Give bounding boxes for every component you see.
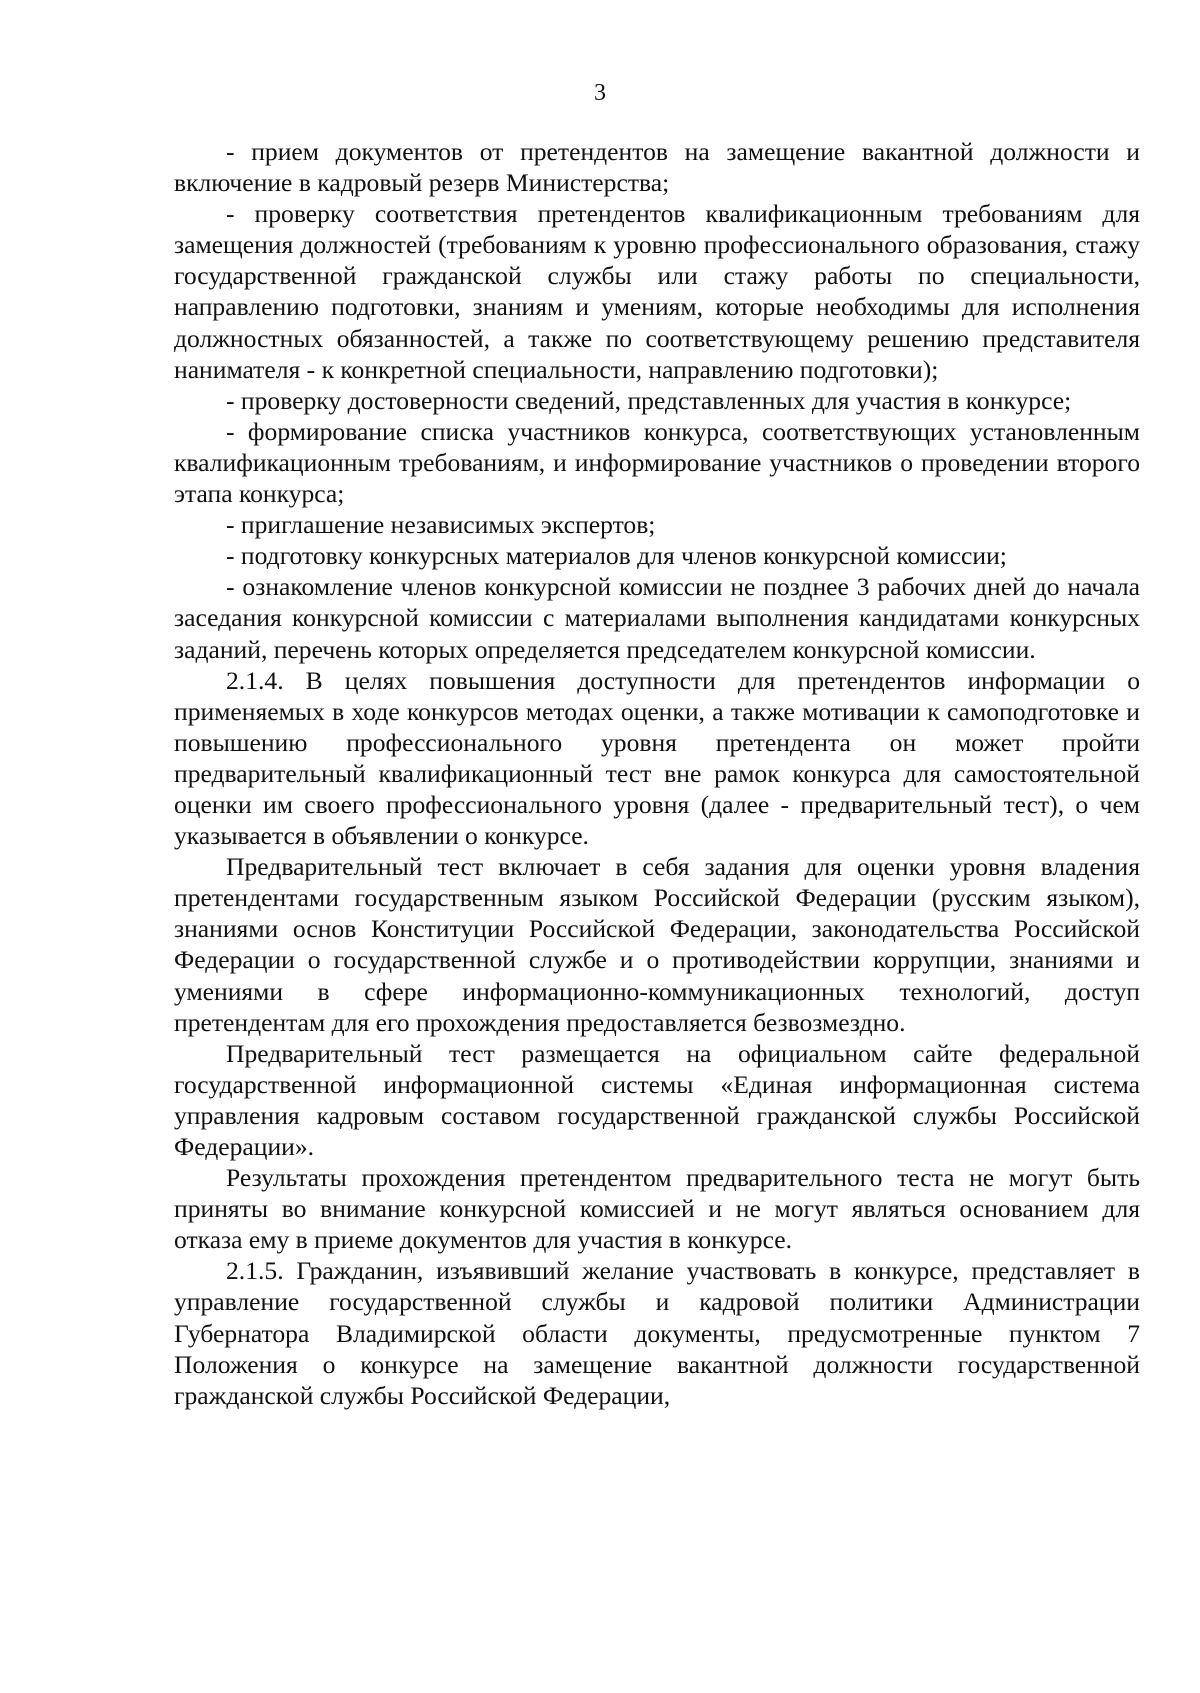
paragraph-preliminary-test-content: Предварительный тест включает в себя задания для оценки уровня владения претендентами государственным языком Российской Федерации (русским языком), знаниями основ Конституции Российской Федерации, законодательства Российской Федерации о государственной службе и о противодействии коррупции, знаниями и умениями в сфере информационно-коммуникационных технологий, доступ претендентам для его прохождения предоставляется безвозмездно. <box>174 852 1140 1037</box>
paragraph-familiarization: - ознакомление членов конкурсной комиссии не позднее 3 рабочих дней до начала заседания конкурсной комиссии с материалами выполнения кандидатами конкурсных заданий, перечень которых определяется председателем конкурсной комиссии. <box>174 572 1140 664</box>
paragraph-qualification-check: - проверку соответствия претендентов квалификационным требованиям для замещения должностей (требованиям к уровню профессионального образования, стажу государственной гражданской службы или стажу работы по специальности, направлению подготовки, знаниям и умениям, которые необходимы для исполнения должностных обязанностей, а также по соответствующему решению представителя нанимателя - к конкретной специальности, направлению подготовки); <box>174 199 1140 384</box>
paragraph-section-2-1-5: 2.1.5. Гражданин, изъявивший желание участвовать в конкурсе, представляет в управление государственной службы и кадровой политики Администрации Губернатора Владимирской области документы, предусмотренные пунктом 7 Положения о конкурсе на замещение вакантной должности государственной гражданской службы Российской Федерации, <box>174 1256 1140 1410</box>
paragraph-participant-list: - формирование списка участников конкурса, соответствующих установленным квалификационным требованиям, и информирование участников о проведении второго этапа конкурса; <box>174 416 1140 509</box>
paragraph-prepare-materials: - подготовку конкурсных материалов для членов конкурсной комиссии; <box>226 541 1007 571</box>
paragraph-reliability-check: - проверку достоверности сведений, представленных для участия в конкурсе; <box>226 385 1072 415</box>
paragraph-invite-experts: - приглашение независимых экспертов; <box>226 510 656 540</box>
paragraph-document-intake: - прием документов от претендентов на замещение вакантной должности и включение в кадровый резерв Министерства; <box>174 137 1140 198</box>
paragraph-preliminary-test-results: Результаты прохождения претендентом предварительного теста не могут быть приняты во внимание конкурсной комиссией и не могут являться основанием для отказа ему в приеме документов для участия в конкурсе. <box>174 1163 1140 1255</box>
paragraph-preliminary-test-location: Предварительный тест размещается на официальном сайте федеральной государственной информационной системы «Единая информационная система управления кадровым составом государственной гражданской службы Российской Федерации». <box>174 1038 1140 1161</box>
document-body <box>174 136 1140 1411</box>
paragraph-section-2-1-4: 2.1.4. В целях повышения доступности для претендентов информации о применяемых в ходе конкурсов методах оценки, а также мотивации к самоподготовке и повышению профессионального уровня претендента он может пройти предварительный квалификационный тест вне рамок конкурса для самостоятельной оценки им своего профессионального уровня (далее - предварительный тест), о чем указывается в объявлении о конкурсе. <box>174 665 1140 851</box>
page-number: 3 <box>594 80 606 106</box>
